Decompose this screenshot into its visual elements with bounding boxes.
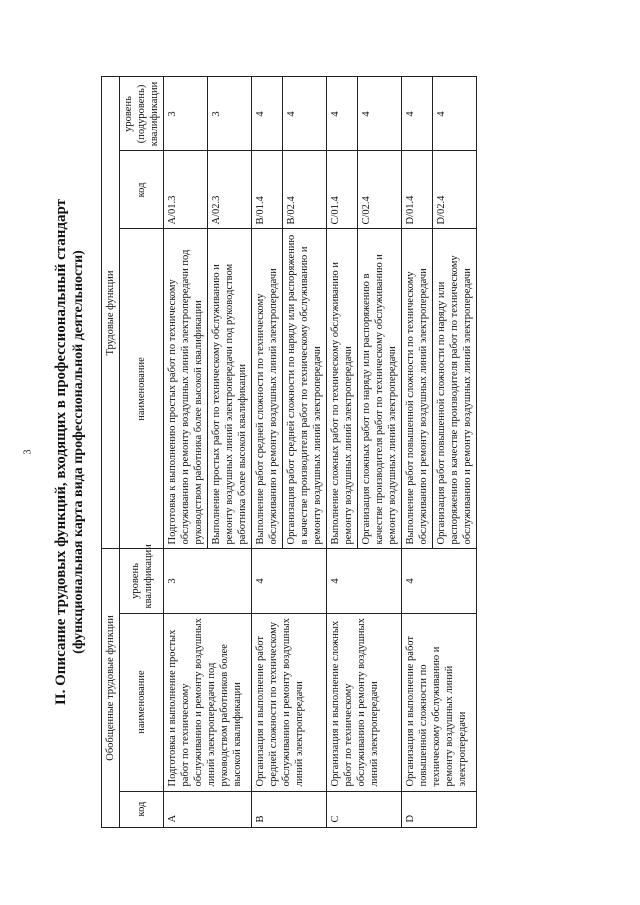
- func-code-header: код: [120, 151, 164, 229]
- function-code: B/01.4: [252, 151, 283, 229]
- group-name: Организация и выполнение работ повышенной сложности по техническому обслуживанию и ремонту воздушных линий электропередачи: [402, 613, 477, 791]
- group-level: 4: [327, 549, 402, 613]
- group-code: C: [327, 791, 402, 827]
- page-number: 3: [22, 449, 34, 455]
- header-row-2: [120, 77, 164, 827]
- function-level: 3: [208, 77, 252, 151]
- function-level: 4: [327, 77, 358, 151]
- section-title: II. Описание трудовых функций, входящих в профессиональный стандарт: [53, 198, 69, 706]
- function-name: Выполнение простых работ по техническому обслуживанию и ремонту воздушных линий электропередачи под руководством работника более высокой квалификации: [208, 229, 252, 549]
- function-code: C/02.4: [358, 151, 402, 229]
- gen-code-header: код: [120, 791, 164, 827]
- group-name: Подготовка и выполнение простых работ по техническому обслуживанию и ремонту воздушных линий электропередачи под руководством работников более высокой квалификации: [164, 613, 252, 791]
- function-level: 3: [164, 77, 208, 151]
- function-name: Выполнение сложных работ по техническому обслуживанию и ремонту воздушных линий электропередачи: [327, 229, 358, 549]
- table-row: [402, 77, 433, 827]
- function-level: 4: [433, 77, 477, 151]
- table-row: [164, 77, 208, 827]
- function-level: 4: [358, 77, 402, 151]
- table-row: [252, 77, 283, 827]
- function-name: Организация работ средней сложности по наряду или распоряжению в качестве производителя работ по техническому обслуживанию и ремонту воздушных линий электропередачи: [283, 229, 327, 549]
- generalized-functions-header: Обобщенные трудовые функции: [102, 549, 120, 827]
- group-name: Организация и выполнение работ средней сложности по техническому обслуживанию и ремонту воздушных линий электропередачи: [252, 613, 327, 791]
- gen-level-header: уровень квалификации: [120, 549, 164, 613]
- function-code: D/02.4: [433, 151, 477, 229]
- table-row: [327, 77, 358, 827]
- group-level: 4: [402, 549, 477, 613]
- gen-name-header: наименование: [120, 613, 164, 791]
- function-level: 4: [283, 77, 327, 151]
- function-name: Подготовка к выполнению простых работ по техническому обслуживанию и ремонту воздушных линий электропередачи под руководством работника более высокой квалификации: [164, 229, 208, 549]
- header-row-1: [102, 77, 120, 827]
- function-name: Выполнение работ повышенной сложности по техническому обслуживанию и ремонту воздушных линий электропередачи: [402, 229, 433, 549]
- functional-map-table: [101, 76, 477, 827]
- group-level: 4: [252, 549, 327, 613]
- group-name: Организация и выполнение сложных работ по техническому обслуживанию и ремонту воздушных линий электропередачи: [327, 613, 402, 791]
- function-level: 4: [252, 77, 283, 151]
- section-subtitle: (функциональная карта вида профессиональной деятельности): [71, 250, 86, 654]
- function-name: Организация работ повышенной сложности по наряду или распоряжению в качестве производителя работ по техническому обслуживанию и ремонту воздушных линий электропередачи: [433, 229, 477, 549]
- labor-functions-header: Трудовые функции: [102, 77, 120, 549]
- func-level-header: уровень (подуровень) квалификации: [120, 77, 164, 151]
- section-heading: [52, 62, 87, 842]
- func-name-header: наименование: [120, 229, 164, 549]
- function-code: A/01.3: [164, 151, 208, 229]
- function-code: B/02.4: [283, 151, 327, 229]
- function-code: D/01.4: [402, 151, 433, 229]
- function-code: C/01.4: [327, 151, 358, 229]
- function-name: Организация сложных работ по наряду или распоряжению в качестве производителя работ по техническому обслуживанию и ремонту воздушных линий электропередачи: [358, 229, 402, 549]
- group-code: B: [252, 791, 327, 827]
- group-code: D: [402, 791, 477, 827]
- rotated-page-content: [40, 62, 600, 842]
- group-code: A: [164, 791, 252, 827]
- function-level: 4: [402, 77, 433, 151]
- group-level: 3: [164, 549, 252, 613]
- function-code: A/02.3: [208, 151, 252, 229]
- function-name: Выполнение работ средней сложности по техническому обслуживанию и ремонту воздушных линий электропередачи: [252, 229, 283, 549]
